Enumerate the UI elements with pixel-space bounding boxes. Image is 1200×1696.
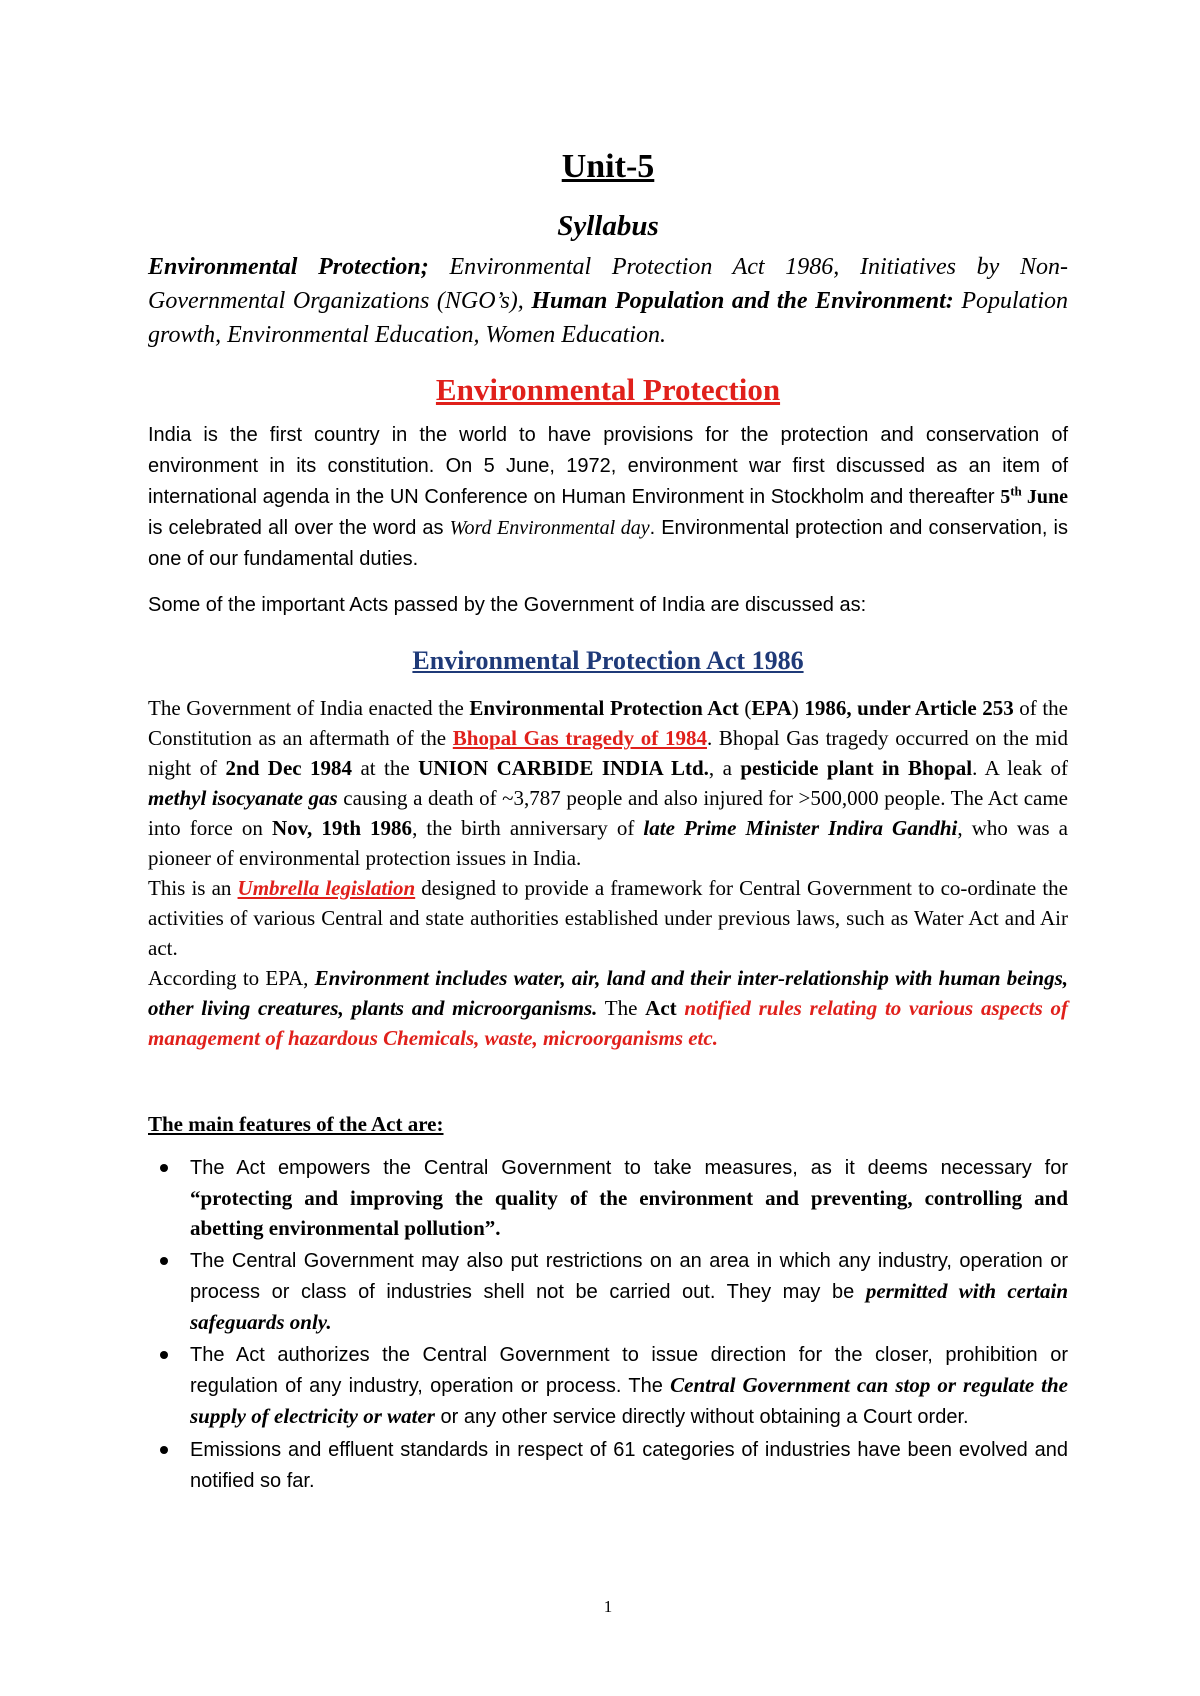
feature-bold-italic: Central Government can stop or regulate the supply of electricity or water [190,1373,1068,1428]
epa-text: , a [708,756,741,780]
epa-bold-italic: methyl isocyanate gas [148,786,338,810]
feature-text: The Act authorizes the Central Government to issue direction for the closer, prohibition or regulation of any industry, operation or process. The [190,1344,1068,1397]
intro-date-sup: th [1010,483,1022,499]
syllabus-human-population-label: Human Population and the Environment: [531,288,954,314]
syllabus-text [148,250,1068,352]
unit-title: Unit-5 [561,148,655,185]
epa-text: . A leak of [972,756,1068,780]
epa-text: This is an [148,876,238,900]
syllabus-human-population-topics: Population growth, Environmental Education, Women Education. [148,288,1068,348]
feature-text: or any other service directly without obtaining a Court order. [434,1406,969,1428]
epa-text: The [597,996,646,1020]
epa-paragraph-2 [148,873,1068,963]
epa-bold: EPA [751,696,792,720]
intro-date-month: June [1021,486,1069,508]
list-item [148,1434,1068,1496]
epa-paragraph-3 [148,963,1068,1053]
list-item [148,1339,1068,1432]
epa-text: The Government of India enacted the [148,696,470,720]
bullet-icon [160,1446,168,1454]
bullet-icon [160,1257,168,1265]
feature-text: The Act empowers the Central Government to take measures, as it deems necessary for [190,1157,1068,1179]
section-title-environmental-protection: Environmental Protection [435,372,781,407]
notified-rules-highlight: notified rules relating to various aspects of management of hazardous Chemicals, waste, microorganisms etc. [148,996,1069,1050]
epa-text: causing a death of ~3,787 people and also injured for >500,000 people. The Act came into force on [148,786,1068,840]
intro-italic: Word Environmental day [449,517,650,539]
epa-text: ) [791,696,805,720]
intro-text-a: India is the first country in the world to have provisions for the protection and conservation of environment in its constitution. On 5 June, 1972, environment war first discussed as an item of international agenda in the UN Conference on Human Environment in Stockholm and thereafter [148,424,1068,508]
environment-definition: Environment includes water, air, land and their inter-relationship with human beings, other living creatures, plants and microorganisms. [148,966,1068,1020]
bullet-icon [160,1164,168,1172]
feature-text: The Central Government may also put restrictions on an area in which any industry, operation or process or class of industries shell not be carried out. They may be [190,1250,1068,1303]
epa-bold: pesticide plant in Bhopal [740,756,973,780]
bhopal-tragedy-highlight: Bhopal Gas tragedy of 1984 [452,726,707,750]
epa-text: at the [352,756,419,780]
feature-bold-italic: permitted with certain safeguards only. [190,1279,1068,1334]
section-title-epa-1986: Environmental Protection Act 1986 [412,646,804,675]
epa-text: According to EPA, [148,966,315,990]
epa-text: . Bhopal Gas tragedy occurred on the mid night of [148,726,1068,780]
list-item [148,1152,1068,1243]
features-list [148,1152,1068,1498]
list-item [148,1245,1068,1337]
intro-text-b: is celebrated all over the word as [148,517,450,539]
epa-bold: 2nd Dec 1984 [225,756,353,780]
epa-bold: Act [645,996,677,1020]
features-title: The main features of the Act are: [148,1112,444,1136]
intro-text-c: . Environmental protection and conservation, is one of our fundamental duties. [148,517,1069,570]
epa-text: , who was a pioneer of environmental protection issues in India. [148,816,1068,870]
epa-bold: Environmental Protection Act [469,696,739,720]
page-number: 1 [603,1597,613,1616]
epa-block [148,693,1068,1053]
epa-bold: UNION CARBIDE INDIA Ltd. [418,756,709,780]
syllabus-env-protection-label: Environmental Protection; [148,254,429,280]
syllabus-env-protection-topics: Environmental Protection Act 1986, Initiatives by Non-Governmental Organizations (NGO’s), [148,254,1069,314]
acts-intro-paragraph: Some of the important Acts passed by the Government of India are discussed as: [148,594,867,616]
bullet-icon [160,1351,168,1359]
intro-date-num: 5 [1000,486,1011,508]
epa-text: of the Constitution as an aftermath of the [148,696,1068,750]
epa-text: , the birth anniversary of [412,816,644,840]
umbrella-legislation-highlight: Umbrella legislation [237,876,416,900]
epa-text: designed to provide a framework for Central Government to co-ordinate the activities of various Central and state authorities established under previous laws, such as Water Act and Air act. [148,876,1068,960]
epa-text: ( [738,696,752,720]
feature-text: Emissions and effluent standards in respect of 61 categories of industries have been evolved and notified so far. [190,1439,1068,1492]
feature-bold: “protecting and improving the quality of the environment and preventing, controlling and abetting environmental pollution”. [190,1186,1068,1240]
epa-bold: 1986, under Article 253 [804,696,1014,720]
epa-bold-italic: late Prime Minister Indira Gandhi [643,816,958,840]
epa-paragraph-1 [148,693,1068,873]
intro-paragraph [148,420,1068,575]
syllabus-heading: Syllabus [557,210,659,242]
epa-bold: Nov, 19th 1986 [272,816,413,840]
